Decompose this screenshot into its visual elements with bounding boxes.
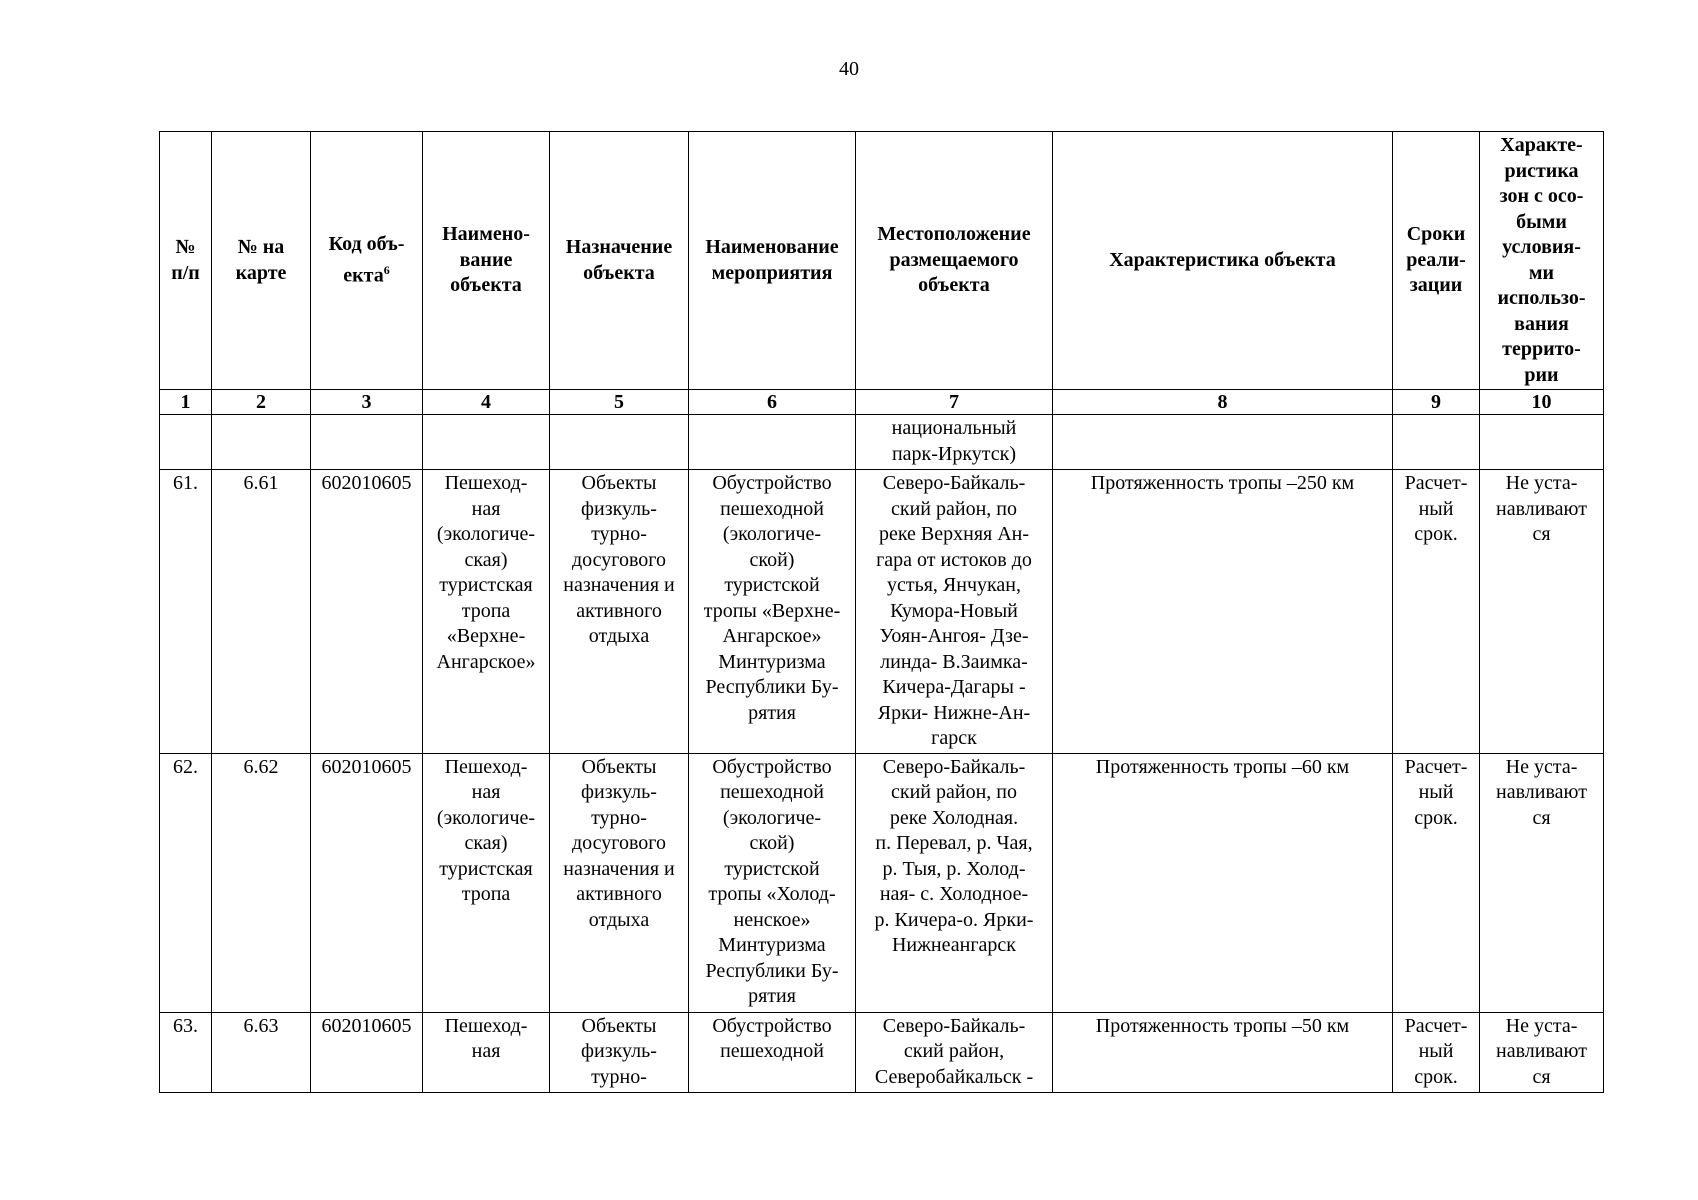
term-cell: Расчет- ный срок. — [1393, 1012, 1480, 1092]
zones-cell: Не уста- навливают ся — [1480, 470, 1604, 754]
planned-objects-table — [159, 131, 1604, 1093]
table-row — [160, 753, 1604, 1012]
characteristic-cell: Протяженность тропы –250 км — [1053, 470, 1393, 754]
header-characteristic: Характеристика объекта — [1053, 132, 1393, 390]
table-cell — [212, 415, 311, 470]
column-number: 6 — [689, 390, 856, 415]
location-cell: Северо-Байкаль- ский район, по реке Холодная. п. Перевал, р. Чая, р. Тыя, р. Холод- ная- с. Холодное- р. Кичера-о. Ярки- Нижнеангарск — [856, 753, 1053, 1012]
footnote-marker: 6 — [383, 262, 390, 277]
header-index: № п/п — [160, 132, 212, 390]
activity-cell: Обустройство пешеходной — [689, 1012, 856, 1092]
location-cell: Северо-Байкаль- ский район, Севеpобайкальск - — [856, 1012, 1053, 1092]
map-number-cell: 6.62 — [212, 753, 311, 1012]
table-cell — [1053, 415, 1393, 470]
object-code-cell: 602010605 — [311, 1012, 423, 1092]
row-index-cell: 61. — [160, 470, 212, 754]
object-purpose-cell: Объекты физкуль- турно- досугового назначения и активного отдыха — [550, 753, 689, 1012]
table-cell — [550, 415, 689, 470]
row-index-cell: 62. — [160, 753, 212, 1012]
column-number: 7 — [856, 390, 1053, 415]
header-object-name: Наимено- вание объекта — [423, 132, 550, 390]
header-object-code: Код объ- екта$^6$ — [311, 132, 423, 390]
column-number: 8 — [1053, 390, 1393, 415]
table-cell — [423, 415, 550, 470]
map-number-cell: 6.63 — [212, 1012, 311, 1092]
table-row-continuation — [160, 415, 1604, 470]
object-purpose-cell: Объекты физкуль- турно- — [550, 1012, 689, 1092]
table-cell — [689, 415, 856, 470]
object-code-cell: 602010605 — [311, 470, 423, 754]
zones-cell: Не уста- навливают ся — [1480, 753, 1604, 1012]
characteristic-cell: Протяженность тропы –50 км — [1053, 1012, 1393, 1092]
term-cell: Расчет- ный срок. — [1393, 470, 1480, 754]
column-number: 10 — [1480, 390, 1604, 415]
object-name-cell: Пешеход- ная (экологиче- ская) туристская тропа — [423, 753, 550, 1012]
zones-cell: Не уста- навливают ся — [1480, 1012, 1604, 1092]
column-number: 2 — [212, 390, 311, 415]
activity-cell: Обустройство пешеходной (экологиче- ской) туристской тропы «Холод- ненское» Минтуризма Республики Бу- рятия — [689, 753, 856, 1012]
table-cell — [160, 415, 212, 470]
header-zones: Характе- ристика зон с осо- быми условия- ми использо- вания террито- рии — [1480, 132, 1604, 390]
table-row — [160, 1012, 1604, 1092]
map-number-cell: 6.61 — [212, 470, 311, 754]
header-activity-name: Наименование мероприятия — [689, 132, 856, 390]
header-location: Местоположение размещаемого объекта — [856, 132, 1053, 390]
header-term: Сроки реали- зации — [1393, 132, 1480, 390]
location-cell: Северо-Байкаль- ский район, по реке Верхняя Ан- гара от истоков до устья, Янчукан, Кумора-Новый Уоян-Ангоя- Дзе- линда- В.Заимка- Кичера-Дагары - Ярки- Нижне-Ан- гарск — [856, 470, 1053, 754]
table-cell — [311, 415, 423, 470]
object-code-cell: 602010605 — [311, 753, 423, 1012]
object-name-cell: Пешеход- ная (экологиче- ская) туристская тропа «Верхне- Ангарское» — [423, 470, 550, 754]
column-number: 1 — [160, 390, 212, 415]
column-number: 3 — [311, 390, 423, 415]
table-cell — [1480, 415, 1604, 470]
header-map-number: № на карте — [212, 132, 311, 390]
page-number: 40 — [839, 58, 859, 80]
characteristic-cell: Протяженность тропы –60 км — [1053, 753, 1393, 1012]
column-number-row — [160, 390, 1604, 415]
term-cell: Расчет- ный срок. — [1393, 753, 1480, 1012]
header-row — [160, 132, 1604, 390]
object-purpose-cell: Объекты физкуль- турно- досугового назначения и активного отдыха — [550, 470, 689, 754]
column-number: 4 — [423, 390, 550, 415]
location-cell: национальный парк-Иркутск) — [856, 415, 1053, 470]
header-object-purpose: Назначение объекта — [550, 132, 689, 390]
column-number: 9 — [1393, 390, 1480, 415]
activity-cell: Обустройство пешеходной (экологиче- ской) туристской тропы «Верхне- Ангарское» Минтуризма Республики Бу- рятия — [689, 470, 856, 754]
row-index-cell: 63. — [160, 1012, 212, 1092]
column-number: 5 — [550, 390, 689, 415]
table-cell — [1393, 415, 1480, 470]
table-row — [160, 470, 1604, 754]
object-name-cell: Пешеход- ная — [423, 1012, 550, 1092]
